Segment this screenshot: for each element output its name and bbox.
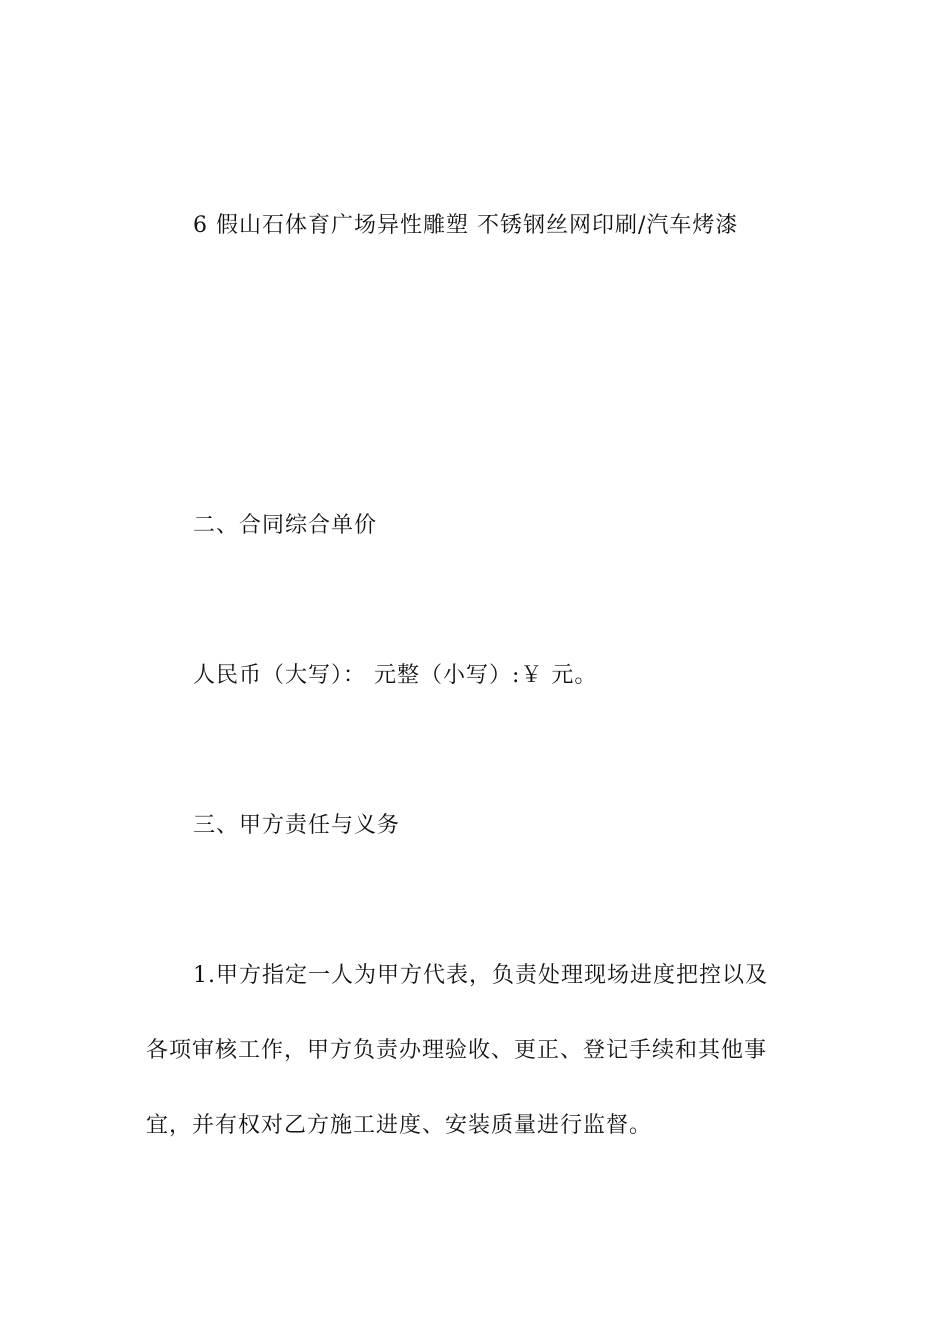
clause-1-line-3: 宜，并有权对乙方施工进度、安装质量进行监督。 bbox=[146, 1113, 653, 1138]
item-line: 6 假山石体育广场异性雕塑 不锈钢丝网印刷/汽车烤漆 bbox=[193, 213, 739, 238]
section-two-heading: 二、合同综合单价 bbox=[193, 513, 378, 538]
clause-1-line-1: 1.甲方指定一人为甲方代表，负责处理现场进度把控以及 bbox=[193, 963, 768, 988]
clause-1-line-2: 各项审核工作，甲方负责办理验收、更正、登记手续和其他事 bbox=[146, 1038, 768, 1063]
section-three-heading: 三、甲方责任与义务 bbox=[193, 813, 401, 838]
price-line: 人民币（大写）： 元整（小写）:￥ 元。 bbox=[193, 663, 598, 688]
